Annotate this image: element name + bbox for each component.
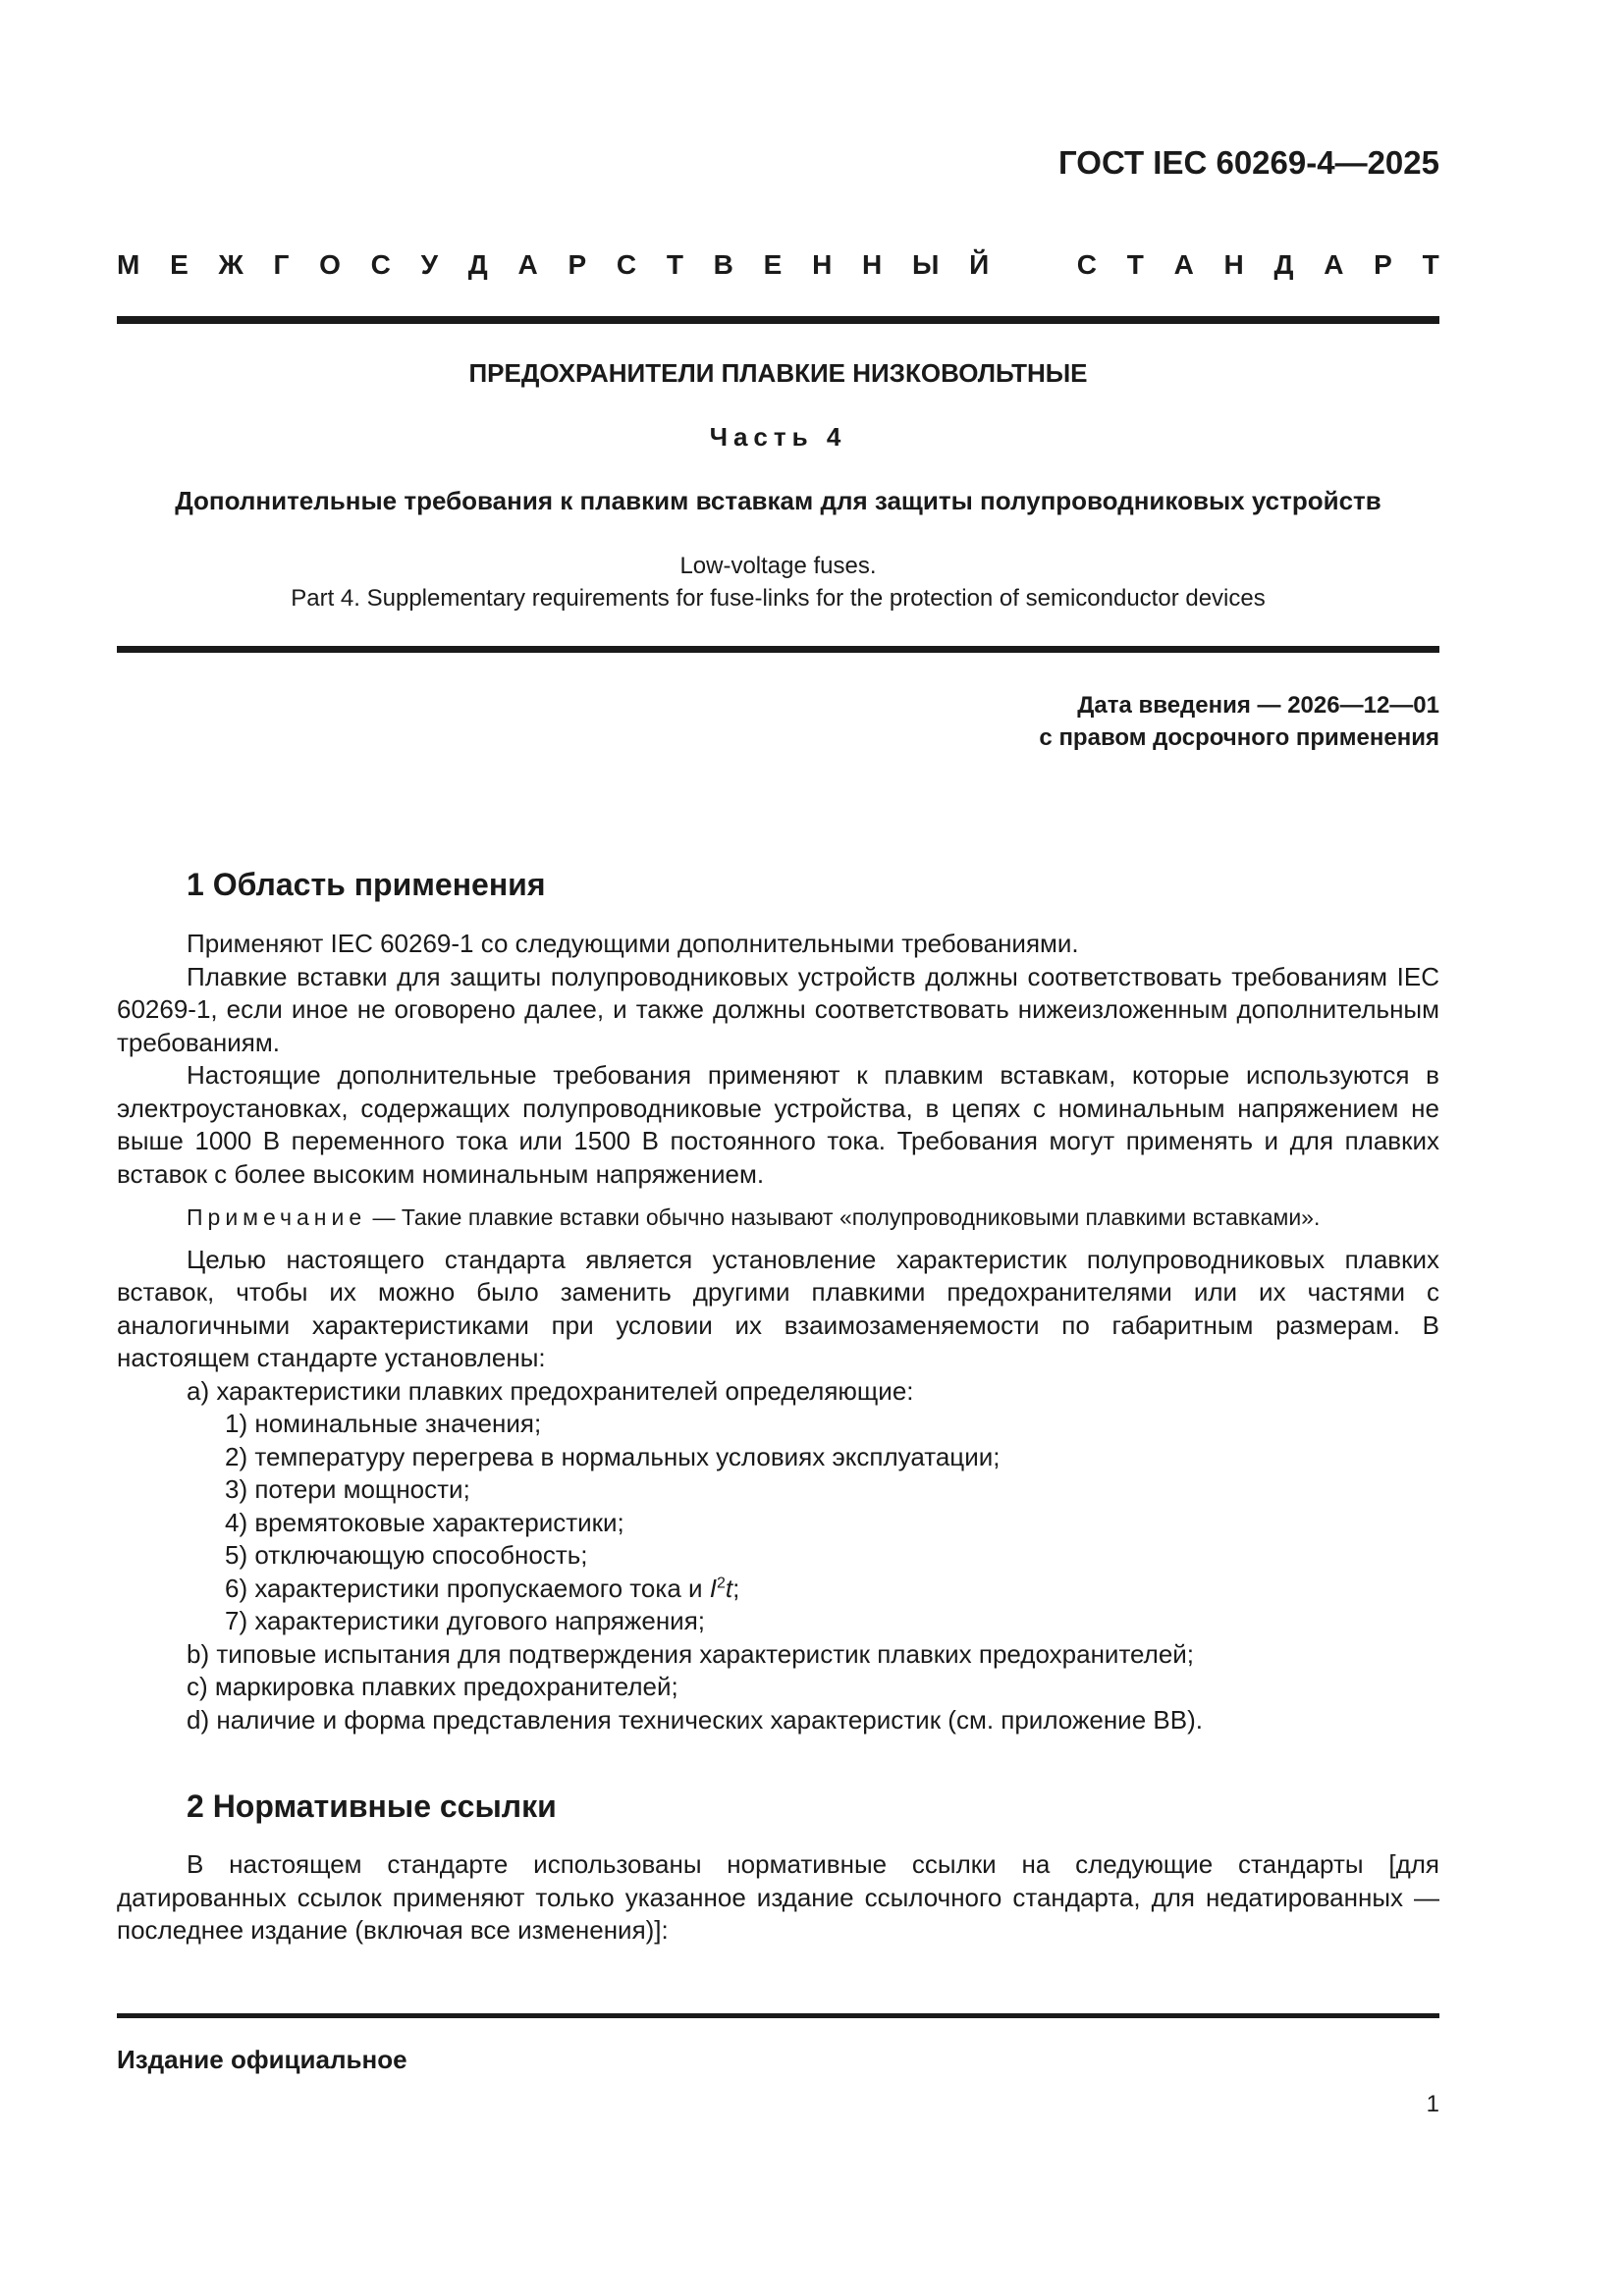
banner-letter: Н — [862, 249, 883, 280]
introduction-date — [1039, 689, 1439, 754]
banner-letter: Д — [1273, 249, 1294, 280]
introduction-date-line-1: Дата введения — 2026—12—01 — [1077, 692, 1439, 719]
paragraph: Плавкие вставки для защиты полупроводниковых устройств должны соответствовать требованиям IEC 60269-1, если иное не оговорено далее, и также должны соответствовать нижеизложенным дополнительным требованиям. — [117, 961, 1439, 1057]
banner-letter: Н — [1223, 249, 1244, 280]
banner-letter: С — [370, 249, 391, 280]
list-item: a) характеристики плавких предохранителей определяющие: — [187, 1375, 914, 1406]
banner-letter: У — [420, 249, 439, 280]
section-1-heading: 1 Область применения — [187, 867, 546, 902]
symbol-i: I — [709, 1573, 717, 1603]
banner-letter: Т — [1126, 249, 1144, 280]
banner-letter: Ы — [912, 249, 940, 280]
banner-letter: С — [1076, 249, 1097, 280]
title-part: Часть 4 — [709, 422, 847, 452]
list-item — [117, 1573, 1439, 1606]
banner-letter: Р — [1374, 249, 1392, 280]
list-item: 1) номинальные значения; — [225, 1409, 542, 1438]
section-2-heading: 2 Нормативные ссылки — [187, 1789, 557, 1824]
banner-letter: Д — [467, 249, 488, 280]
banner-gap — [1019, 249, 1047, 281]
list-item-end: ; — [732, 1573, 740, 1603]
list-item: 7) характеристики дугового напряжения; — [225, 1606, 706, 1635]
banner-letter: А — [517, 249, 538, 280]
official-edition-label: Издание официальное — [117, 2045, 407, 2074]
list-item: c) маркировка плавких предохранителей; — [187, 1672, 678, 1701]
document-number: ГОСТ IEC 60269-4—2025 — [1058, 144, 1439, 181]
middle-divider — [117, 646, 1439, 653]
title-english-line-1: Low-voltage fuses. — [679, 553, 877, 579]
banner-letter: Ж — [218, 249, 244, 280]
title-english-line-2: Part 4. Supplementary requirements for fuse-links for the protection of semiconductor devices — [291, 585, 1266, 612]
paragraph: Целью настоящего стандарта является установление характеристик полупроводниковых плавких вставок, чтобы их можно было заменить другими плавкими предохранителями или их частями с аналогичными характеристиками при условии их взаимозаменяемости по габаритным размерам. В настоящем стандарте установлены: — [117, 1244, 1439, 1372]
note-text: — Такие плавкие вставки обычно называют «полупроводниковыми плавкими вставками». — [366, 1204, 1321, 1230]
top-divider — [117, 316, 1439, 324]
banner-letter: Р — [568, 249, 587, 280]
paragraph: Настоящие дополнительные требования применяют к плавким вставкам, которые используются в электроустановках, содержащих полупроводниковые устройства, в цепях с номинальным напряжением не выше 1000 В переменного тока или 1500 В постоянного тока. Требования могут применять и для плавких вставок с более высоким номинальным напряжением. — [117, 1060, 1439, 1189]
banner-letter: Н — [812, 249, 833, 280]
banner-letter: О — [319, 249, 341, 280]
banner-letter: Е — [763, 249, 783, 280]
paragraph: Применяют IEC 60269-1 со следующими дополнительными требованиями. — [187, 929, 1079, 958]
banner-letter: М — [117, 249, 140, 280]
section-2-body — [117, 1848, 1439, 1948]
banner-letter: Т — [666, 249, 683, 280]
list-item: 2) температуру перегрева в нормальных условиях эксплуатации; — [225, 1441, 1001, 1471]
title-main: ПРЕДОХРАНИТЕЛИ ПЛАВКИЕ НИЗКОВОЛЬТНЫЕ — [468, 358, 1088, 388]
bottom-divider — [117, 2013, 1439, 2018]
banner-letter: А — [1173, 249, 1194, 280]
superscript-2: 2 — [716, 1574, 726, 1591]
note-label: Примечание — [187, 1204, 367, 1230]
page-number: 1 — [1426, 2091, 1439, 2117]
section-1-body — [117, 928, 1439, 1736]
symbol-t: t — [725, 1573, 733, 1603]
note — [117, 1201, 1439, 1235]
list-item: 4) времятоковые характеристики; — [225, 1507, 624, 1537]
banner-letter: Г — [273, 249, 290, 280]
title-english — [117, 550, 1439, 614]
paragraph: В настоящем стандарте использованы нормативные ссылки на следующие стандарты [для датированных ссылок применяют только указанное издание ссылочного стандарта, для недатированных — последнее издание (включая все изменения)]: — [117, 1849, 1439, 1945]
banner-letter: Е — [170, 249, 189, 280]
list-item: 5) отключающую способность; — [225, 1540, 588, 1570]
list-item: b) типовые испытания для подтверждения характеристик плавких предохранителей; — [187, 1638, 1195, 1669]
introduction-date-line-2: с правом досрочного применения — [1039, 724, 1439, 751]
list-item: d) наличие и форма представления технических характеристик (см. приложение ВВ). — [187, 1704, 1203, 1735]
banner-letter: Й — [969, 249, 990, 280]
banner-letter: А — [1324, 249, 1344, 280]
title-subtitle: Дополнительные требования к плавким вставкам для защиты полупроводниковых устройств — [175, 486, 1381, 515]
banner-letter: В — [713, 249, 733, 280]
list-item: 3) потери мощности; — [225, 1474, 470, 1504]
banner-letter: Т — [1422, 249, 1439, 280]
banner-letter: С — [616, 249, 637, 280]
interstate-standard-banner — [117, 249, 1439, 281]
list-item-text: 6) характеристики пропускаемого тока и — [225, 1573, 710, 1603]
